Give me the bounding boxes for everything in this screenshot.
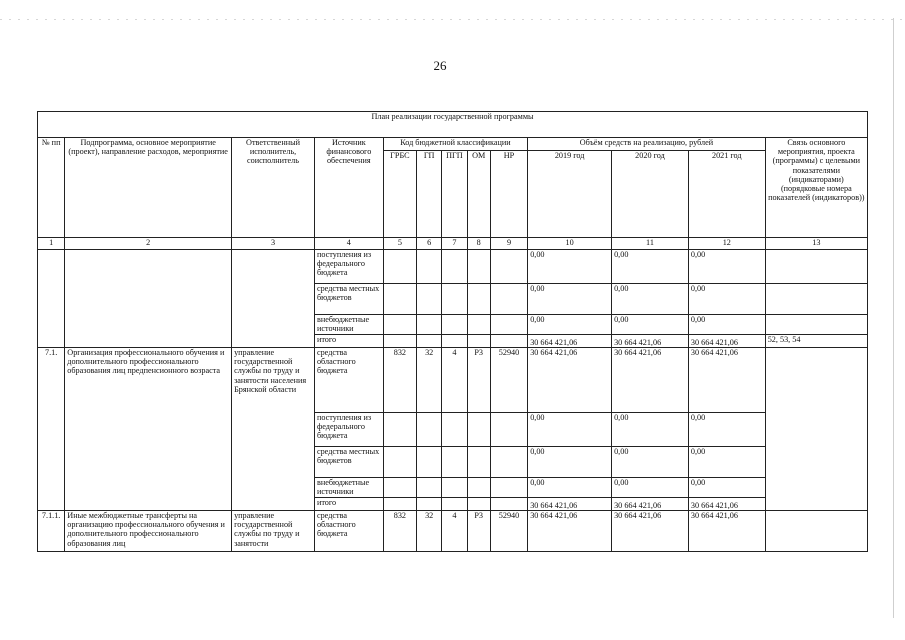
column-numbers-row: [38, 238, 868, 250]
header-source: Источник финансового обеспечения: [314, 138, 383, 238]
code-om: P3: [467, 511, 490, 552]
code-gp: 32: [417, 348, 442, 413]
amount-2021: 0,00: [688, 413, 765, 447]
amount-2019: 0,00: [528, 478, 612, 498]
amount-2020: 0,00: [612, 413, 689, 447]
indicator-links: 52, 53, 54: [765, 335, 867, 348]
header-budget-code: Код бюджетной классификации: [383, 138, 528, 151]
source-cell: внебюджетные источники: [314, 315, 383, 335]
code-pgp: 4: [442, 348, 467, 413]
amount-2021: 0,00: [688, 284, 765, 315]
link-cell-empty: [765, 315, 867, 335]
code-nr: 52940: [490, 348, 527, 413]
amount-2020: 0,00: [612, 478, 689, 498]
amount-2020: 30 664 421,06: [612, 511, 689, 552]
item-name: Организация профессионального обучения и дополнительного профессионального образования лиц предпенсионного возраста: [65, 348, 232, 511]
source-cell-total: итого: [314, 335, 383, 348]
code-pgp: 4: [442, 511, 467, 552]
header-num: № пп: [38, 138, 65, 238]
amount-2019: 0,00: [528, 447, 612, 478]
column-number: 11: [612, 238, 689, 250]
amount-2021: 0,00: [688, 447, 765, 478]
column-number: 1: [38, 238, 65, 250]
item-number: 7.1.1.: [38, 511, 65, 552]
amount-2020: 30 664 421,06: [612, 348, 689, 413]
table-row: [38, 348, 868, 413]
item-responsible: управление государственной службы по труду и занятости: [232, 511, 315, 552]
total-2019: 30 664 421,06: [528, 498, 612, 511]
program-cell-empty: [65, 250, 232, 348]
total-2020: 30 664 421,06: [612, 498, 689, 511]
header-row-1: [38, 138, 868, 151]
amount-2021: 30 664 421,06: [688, 348, 765, 413]
amount-2020: 0,00: [612, 447, 689, 478]
source-cell: средства местных бюджетов: [314, 447, 383, 478]
code-grbs: 832: [383, 511, 416, 552]
header-om: ОМ: [467, 151, 490, 238]
column-number: 10: [528, 238, 612, 250]
table-title: План реализации государственной программы: [38, 112, 868, 138]
page-number: 26: [433, 58, 447, 73]
total-2019: 30 664 421,06: [528, 335, 612, 348]
amount-2019: 0,00: [528, 413, 612, 447]
column-number: 7: [442, 238, 467, 250]
header-link: Связь основного мероприятия, проекта (программы) с целевыми показателями (индикаторами) (порядковые номера показателей (индикаторов)): [765, 138, 867, 238]
amount-2019: 30 664 421,06: [528, 511, 612, 552]
amount-2020: 0,00: [612, 315, 689, 335]
total-2021: 30 664 421,06: [688, 335, 765, 348]
amount-2019: 0,00: [528, 284, 612, 315]
header-responsible: Ответственный исполнитель, соисполнитель: [232, 138, 315, 238]
link-cell-empty: [765, 348, 867, 511]
column-number: 12: [688, 238, 765, 250]
header-2019: 2019 год: [528, 151, 612, 238]
header-program: Подпрограмма, основное мероприятие (проект), направление расходов, мероприятие: [65, 138, 232, 238]
column-number: 2: [65, 238, 232, 250]
table-row: [38, 511, 868, 552]
scan-top-edge: [0, 19, 905, 20]
column-number: 8: [467, 238, 490, 250]
link-cell-empty: [765, 250, 867, 284]
amount-2021: 0,00: [688, 315, 765, 335]
column-number: 9: [490, 238, 527, 250]
source-cell: средства местных бюджетов: [314, 284, 383, 315]
source-cell: средства областного бюджета: [314, 511, 383, 552]
column-number: 5: [383, 238, 416, 250]
program-plan-table: [37, 111, 868, 552]
table-row: [38, 250, 868, 284]
header-funds: Объём средств на реализацию, рублей: [528, 138, 766, 151]
header-2021: 2021 год: [688, 151, 765, 238]
source-cell: внебюджетные источники: [314, 478, 383, 498]
item-name: Иные межбюджетные трансферты на организацию профессионального обучения и дополнительного профессионального образования лиц: [65, 511, 232, 552]
code-grbs: 832: [383, 348, 416, 413]
amount-2020: 0,00: [612, 284, 689, 315]
total-2021: 30 664 421,06: [688, 498, 765, 511]
header-pgp: ПГП: [442, 151, 467, 238]
header-gp: ГП: [417, 151, 442, 238]
amount-2020: 0,00: [612, 250, 689, 284]
responsible-cell-empty: [232, 250, 315, 348]
header-nr: НР: [490, 151, 527, 238]
source-cell: поступления из федерального бюджета: [314, 413, 383, 447]
header-grbs: ГРБС: [383, 151, 416, 238]
code-gp: 32: [417, 511, 442, 552]
amount-2021: 0,00: [688, 478, 765, 498]
table-title-row: [38, 112, 868, 138]
link-cell-empty: [765, 511, 867, 552]
source-cell: средства областного бюджета: [314, 348, 383, 413]
amount-2019: 30 664 421,06: [528, 348, 612, 413]
header-2020: 2020 год: [612, 151, 689, 238]
scan-right-edge: [893, 18, 894, 618]
item-number: 7.1.: [38, 348, 65, 511]
total-2020: 30 664 421,06: [612, 335, 689, 348]
column-number: 4: [314, 238, 383, 250]
source-cell: поступления из федерального бюджета: [314, 250, 383, 284]
amount-2021: 0,00: [688, 250, 765, 284]
code-nr: 52940: [490, 511, 527, 552]
item-responsible: управление государственной службы по труду и занятости населения Брянской области: [232, 348, 315, 511]
column-number: 3: [232, 238, 315, 250]
source-cell-total: итого: [314, 498, 383, 511]
num-cell-empty: [38, 250, 65, 348]
code-om: P3: [467, 348, 490, 413]
column-number: 13: [765, 238, 867, 250]
amount-2021: 30 664 421,06: [688, 511, 765, 552]
link-cell-empty: [765, 284, 867, 315]
amount-2019: 0,00: [528, 315, 612, 335]
column-number: 6: [417, 238, 442, 250]
amount-2019: 0,00: [528, 250, 612, 284]
